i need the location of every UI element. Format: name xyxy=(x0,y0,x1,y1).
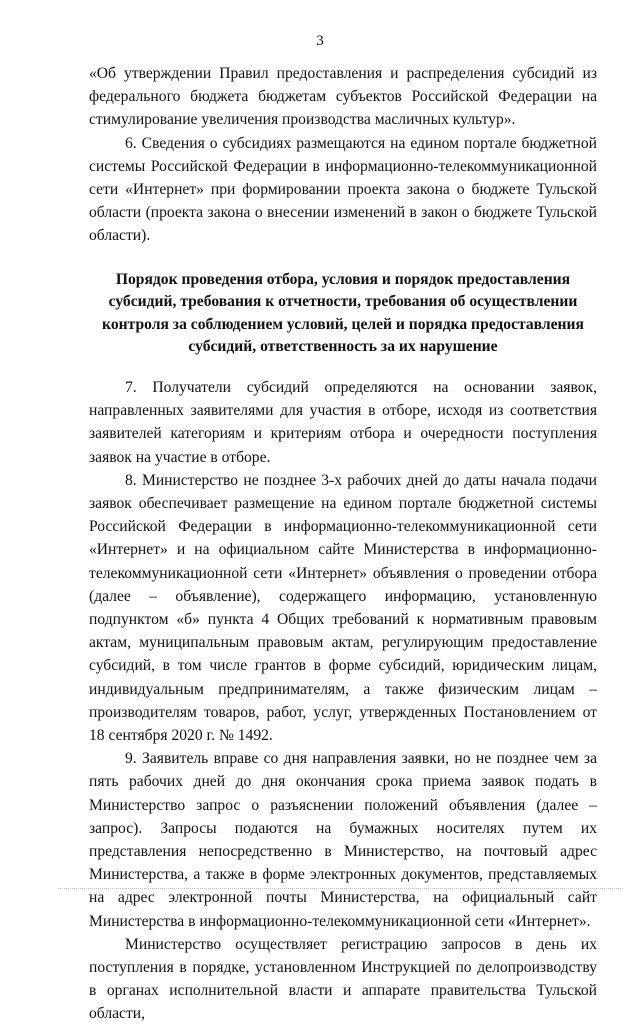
paragraph-item-6: 6. Сведения о субсидиях размещаются на едином портале бюджетной системы Российской Федерации в информационно-телекоммуникационной сети «Интернет» при формировании проекта закона о бюджете Тульской области (проекта закона о внесении изменений в закон о бюджете Тульской области). xyxy=(89,134,597,245)
section-heading-line: Порядок проведения отбора, условия и порядок предоставления xyxy=(115,270,571,288)
footer-divider xyxy=(58,888,623,890)
paragraph-decree-title-continuation: «Об утверждении Правил предоставления и распределения субсидий из федерального бюджета бюджетам субъектов Российской Федерации на стимулирование увеличения производства масличных культур». xyxy=(89,65,597,129)
section-heading-line: контроля за соблюдением условий, целей и порядка предоставления xyxy=(102,315,584,333)
paragraph-item-9: 9. Заявитель вправе со дня направления заявки, но не позднее чем за пять рабочих дней до дня окончания срока приема заявок подать в Министерство запрос о разъяснении положений объявления (далее – запрос). Запросы подаются на бумажных носителях путем их представления непосредственно в Министерство, на почтовый адрес Министерства, а также в форме электронных документов, представляемых на адрес электронной почты Министерства, на официальный сайт Министерства в информационно-телекоммуникационной сети «Интернет». xyxy=(89,750,597,930)
paragraph-registration: Министерство осуществляет регистрацию запросов в день их поступления в порядке, установленном Инструкцией по делопроизводству в органах исполнительной власти и аппарате правительства Тульской области, xyxy=(89,935,597,1023)
section-heading-line: субсидий, ответственность за их нарушение xyxy=(188,338,498,356)
paragraph-item-7: 7. Получатели субсидий определяются на основании заявок, направленных заявителями для участия в отборе, исходя из соответствия заявителей категориям и критериям отбора и очередности поступления заявок на участие в отборе. xyxy=(89,379,597,466)
section-heading-line: субсидий, требования к отчетности, требования об осуществлении xyxy=(108,293,578,311)
paragraph-item-8: 8. Министерство не позднее 3-х рабочих дней до даты начала подачи заявок обеспечивает размещение на едином портале бюджетной системы Российской Федерации в информационно-телекоммуникационной сети «Интернет» и на официальном сайте Министерства в информационно-телекоммуникационной сети «Интернет» объявления о проведении отбора (далее – объявление), содержащего информацию, установленную подпунктом «б» пункта 4 Общих требований к нормативным правовым актам, муниципальным правовым актам, регулирующим предоставление субсидий, в том числе грантов в форме субсидий, юридическим лицам, индивидуальным предпринимателям, а также физическим лицам – производителям товаров, работ, услуг, утвержденных Постановлением от 18 сентября 2020 г. № 1492. xyxy=(89,471,597,745)
page-number: 3 xyxy=(316,33,324,49)
section-heading xyxy=(89,269,597,359)
document-body xyxy=(89,62,597,1026)
